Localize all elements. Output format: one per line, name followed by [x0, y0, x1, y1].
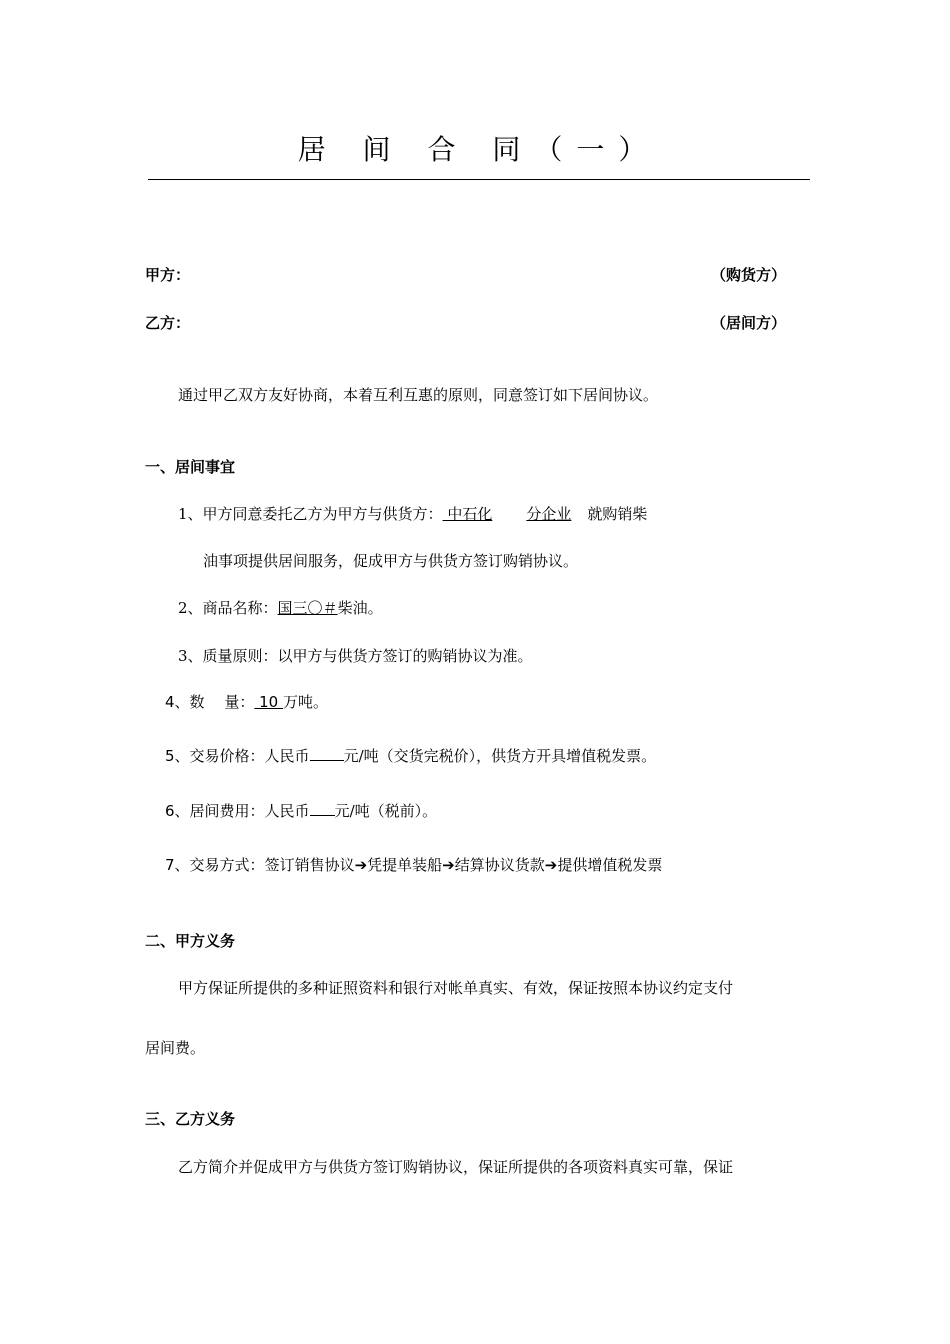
item7-step1: 签订销售协议 [264, 856, 355, 874]
section2-para-line1: 甲方保证所提供的多种证照资料和银行对帐单真实、有效，保证按照本协议约定支付 [178, 979, 734, 997]
item1-prefix: 1、甲方同意委托乙方为甲方与供货方： [178, 505, 443, 523]
price-blank [310, 746, 344, 761]
item1-supplier: 中石化 [442, 505, 493, 523]
item7-step2: 凭提单装船 [367, 856, 443, 874]
item6-suffix: 元/吨（税前）。 [334, 802, 438, 820]
party-b-label: 乙方： [145, 314, 191, 332]
party-b-role: （居间方） [711, 314, 787, 332]
page-title: 居 间 合 同（一） [297, 133, 661, 166]
item2-line [178, 597, 383, 618]
item6-line [165, 800, 437, 821]
item1-branch: 分企业 [526, 505, 572, 523]
item7-label: 交易方式： [189, 856, 265, 874]
item1-line2: 油事项提供居间服务，促成甲方与供货方签订购销协议。 [203, 552, 579, 570]
item2-prefix: 2、商品名称： [178, 599, 278, 617]
item7-line [165, 854, 662, 875]
item6-prefix: 居间费用：人民币 [189, 802, 310, 820]
item7-step3: 结算协议货款 [454, 856, 545, 874]
item5-num: 5、 [165, 747, 190, 765]
item6-num: 6、 [165, 802, 190, 820]
item7-num: 7、 [165, 856, 190, 874]
item4-line [165, 691, 328, 712]
item1-line1 [178, 503, 647, 524]
item7-step4: 提供增值税发票 [557, 856, 663, 874]
right-arrow-icon: ➔ [442, 856, 455, 874]
item4-num: 4、 [165, 693, 190, 711]
party-a-role: （购货方） [711, 266, 787, 284]
section3-heading: 三、乙方义务 [145, 1110, 236, 1128]
item3-line: 3、质量原则：以甲方与供货方签订的购销协议为准。 [178, 647, 533, 665]
right-arrow-icon: ➔ [354, 856, 368, 874]
item4-value: 10 [254, 693, 283, 711]
item4-unit: 万吨。 [282, 693, 328, 711]
intro-paragraph: 通过甲乙双方友好协商，本着互利互惠的原则，同意签订如下居间协议。 [178, 386, 659, 404]
item4-label: 数 量： [189, 693, 255, 711]
section3-para-line1: 乙方简介并促成甲方与供货方签订购销协议，保证所提供的各项资料真实可靠，保证 [178, 1158, 734, 1176]
fee-blank [310, 801, 335, 816]
party-a-label: 甲方： [145, 266, 191, 284]
item5-prefix: 交易价格：人民币 [189, 747, 310, 765]
item2-product: 国三〇＃ [277, 599, 338, 617]
right-arrow-icon: ➔ [544, 856, 558, 874]
section1-heading: 一、居间事宜 [145, 458, 236, 476]
item2-suffix: 柴油。 [337, 599, 383, 617]
item1-suffix: 就购销柴 [587, 505, 648, 523]
item5-line [165, 745, 656, 766]
section2-para-line2: 居间费。 [145, 1039, 206, 1057]
title-divider [148, 179, 810, 180]
section2-heading: 二、甲方义务 [145, 932, 236, 950]
item5-suffix: 元/吨（交货完税价），供货方开具增值税发票。 [343, 747, 657, 765]
